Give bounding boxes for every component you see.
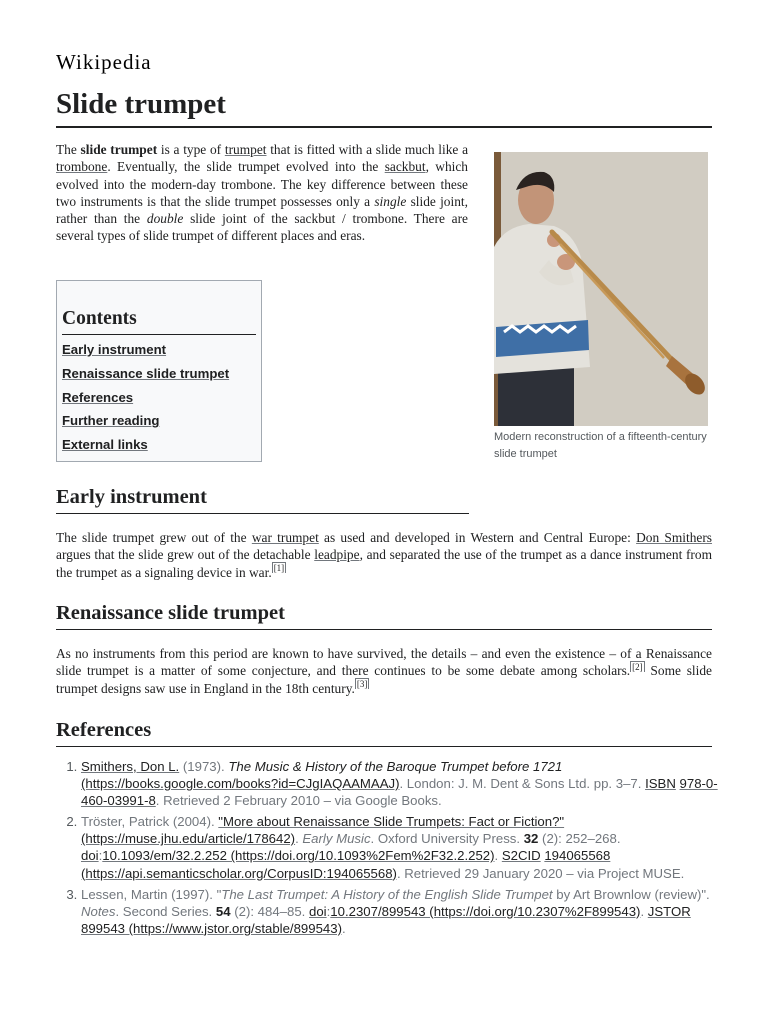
text-span: . Retrieved 29 January 2020 – via Project MUSE. <box>396 865 685 881</box>
text-span: double <box>146 211 184 227</box>
text-span: (2): 484–85. <box>230 903 310 919</box>
inline-link[interactable]: war trumpet <box>251 530 319 545</box>
page-title: Slide trumpet <box>56 84 712 128</box>
inline-link[interactable]: 899543 (https://www.jstor.org/stable/899543) <box>81 920 342 936</box>
inline-link[interactable]: (https://books.google.com/books?id=CJgIAQAAMAAJ) <box>81 776 400 792</box>
reference-list <box>62 758 731 941</box>
text-span: slide trumpet <box>80 142 158 157</box>
inline-link[interactable]: doi <box>309 903 327 919</box>
text-span: . Second Series. <box>115 903 216 919</box>
text-span: (2): 252–268. <box>538 831 621 847</box>
inline-link[interactable]: leadpipe <box>314 547 360 563</box>
inline-link[interactable]: Don Smithers <box>636 530 713 545</box>
text-span: The Last Trumpet: A History of the English Slide Trumpet <box>221 886 553 902</box>
text-span: . <box>640 903 648 919</box>
text-span: . <box>494 848 502 864</box>
wikipedia-logo[interactable]: Wikipedia <box>56 50 152 74</box>
inline-link[interactable]: doi <box>81 848 99 864</box>
text-span: : <box>98 848 103 864</box>
toc-item-renaissance-slide-trumpet[interactable]: Renaissance slide trumpet <box>62 365 230 381</box>
intro-paragraph <box>56 141 468 245</box>
inline-link[interactable]: 978-0-460-03991-8 <box>81 776 718 809</box>
text-span: single <box>374 193 407 209</box>
text-span: Some slide trumpet designs saw use in England in the 18th century. <box>56 663 712 696</box>
reference-item <box>81 813 731 881</box>
text-span: . Eventually, the slide trumpet evolved into the <box>107 159 385 175</box>
text-span: The <box>56 142 81 157</box>
text-span: . Oxford University Press. <box>370 831 524 847</box>
text-span: Notes <box>81 903 116 919</box>
citation-link[interactable]: [1] <box>273 563 285 574</box>
renaissance-paragraph <box>56 645 712 697</box>
text-span: Lessen, Martin (1997). " <box>81 886 222 902</box>
text-span: slide joint of the sackbut / trombone. There are several types of slide trumpet of different places and eras. <box>56 211 468 244</box>
text-span: The slide trumpet grew out of the <box>56 530 252 545</box>
text-span: 54 <box>215 903 231 919</box>
text-span: The Music & History of the Baroque Trumpet before 1721 <box>228 759 563 774</box>
section-heading-early-instrument: Early instrument <box>56 483 469 514</box>
text-span: , which evolved into the modern-day trombone. The key difference between these two instruments is that the slide trumpet possesses only a <box>56 159 468 209</box>
infobox-figure <box>494 152 709 463</box>
text-span: 32 <box>523 831 539 847</box>
text-span: . <box>341 920 346 936</box>
text-span: . <box>295 831 303 847</box>
inline-link[interactable]: 10.2307/899543 (https://doi.org/10.2307%2F899543) <box>330 903 641 919</box>
toc-item-external-links[interactable]: External links <box>62 437 148 453</box>
citation-link[interactable]: [3] <box>356 679 368 690</box>
text-span: by Art Brownlow (review)". <box>552 886 710 902</box>
text-span: that is fitted with a slide much like a <box>266 142 469 157</box>
image-caption: Modern reconstruction of a fifteenth-century slide trumpet <box>494 431 707 460</box>
toc-item-early-instrument[interactable]: Early instrument <box>62 342 167 357</box>
text-span: as used and developed in Western and Central Europe: <box>318 530 637 545</box>
inline-link[interactable]: 194065568 (https://api.semanticscholar.org/CorpusID:194065568) <box>81 848 611 881</box>
toc-item-further-reading[interactable]: Further reading <box>62 413 160 429</box>
text-span: . Retrieved 2 February 2010 – via Google Books. <box>155 793 442 809</box>
section-heading-references: References <box>56 716 712 747</box>
toc-item-references[interactable]: References <box>62 389 134 405</box>
inline-link[interactable]: sackbut <box>384 159 426 175</box>
table-of-contents <box>56 280 262 462</box>
text-span: is a type of <box>157 142 225 157</box>
section-heading-renaissance-slide-trumpet: Renaissance slide trumpet <box>56 599 712 630</box>
inline-link[interactable]: S2CID <box>501 848 541 864</box>
citation-link[interactable]: [2] <box>632 661 643 672</box>
text-span: As no instruments from this period are known to have survived, the details – and even the existence – of a Renaissance slide trumpet is a matter of some conjecture, and there continues to be some debate among scholars. <box>56 646 712 679</box>
inline-link[interactable]: trombone <box>56 159 108 175</box>
text-span: argues that the slide grew out of the detachable <box>56 547 315 563</box>
text-span: , and separated the use of the trumpet as a dance instrument from the trumpet as a signaling device in war. <box>56 547 713 580</box>
inline-link[interactable]: "More about Renaissance Slide Trumpets: Fact or Fiction?" (https://muse.jhu.edu/article/178642) <box>81 814 565 847</box>
inline-link[interactable]: JSTOR <box>647 903 691 919</box>
reference-item <box>81 886 731 937</box>
early-instrument-paragraph <box>56 529 712 581</box>
inline-link[interactable]: Smithers, Don L. <box>81 759 180 774</box>
text-span: Early Music <box>302 831 371 847</box>
inline-link[interactable]: ISBN <box>645 776 676 792</box>
text-span: (1973). <box>179 759 229 774</box>
reference-item <box>81 758 731 809</box>
inline-link[interactable]: 10.1093/em/32.2.252 (https://doi.org/10.1093%2Fem%2F32.2.252) <box>102 848 495 864</box>
inline-link[interactable]: trumpet <box>224 142 267 157</box>
toc-title: Contents <box>62 307 256 335</box>
text-span: : <box>326 903 331 919</box>
trumpet-player-photo[interactable] <box>494 152 708 426</box>
text-span: Tröster, Patrick (2004). <box>81 814 219 830</box>
text-span: . London: J. M. Dent & Sons Ltd. pp. 3–7. <box>399 776 646 792</box>
text-span: slide joint, rather than the <box>56 193 468 227</box>
